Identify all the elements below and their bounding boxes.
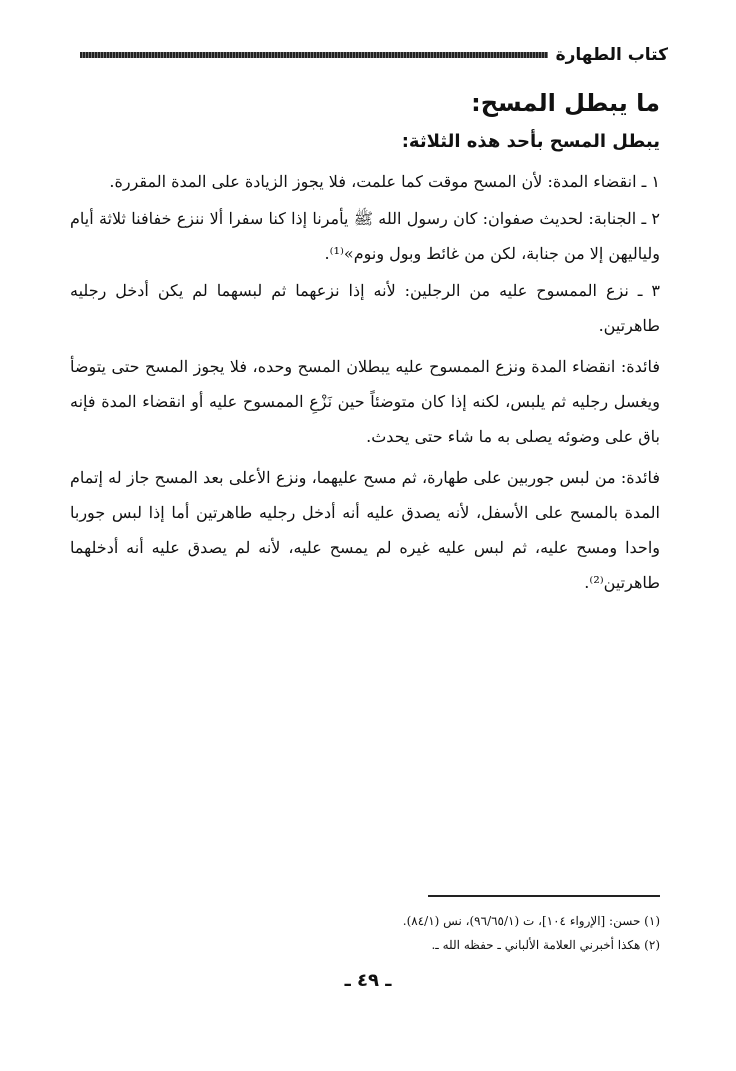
paragraph-benefit-1: فائدة: انقضاء المدة ونزع الممسوح عليه يبطلان المسح وحده، فلا يجوز المسح حتى يتوضأ ويغسل رجليه ثم يلبس، لكنه إذا كان متوضئاً حين نَزْعِ الممسوح عليه أو انقضاء المدة فإنه باق على وضوئه يصلى به ما شاء حتى يحدث. — [70, 357, 661, 446]
page-number: ـ ٤٩ ـ — [344, 970, 392, 991]
footnote-rule — [428, 895, 660, 897]
footnotes — [70, 895, 660, 957]
footnote-2: (٢) هكذا أخبرني العلامة الألباني ـ حفظه الله ـ. — [431, 938, 660, 952]
paragraph-point-3: ٣ ـ نزع الممسوح عليه من الرجلين: لأنه إذا نزعهما ثم لبسهما لم يكن أدخل رجليه طاهرتين. — [70, 281, 660, 335]
section-subtitle: يبطل المسح بأحد هذه الثلاثة: — [401, 131, 660, 152]
header-rule — [80, 52, 548, 58]
paragraph-benefit-2: فائدة: من لبس جوربين على طهارة، ثم مسح عليهما، ونزع الأعلى بعد المسح جاز له إتمام المدة بالمسح على الأسفل، لأنه يصدق عليه أنه أدخل رجليه طاهرتين أما إذا لبس جوربا واحدا ومسح عليه، ثم لبس عليه غيره لم يمسح عليه، لأنه لم يصدق عليه أنه أدخلهما طاهرتين⁽²⁾. — [70, 468, 660, 592]
running-header — [80, 40, 668, 70]
footnote-1: (١) حسن: [الإرواء ١٠٤]، ت (٩٦/٦٥/١)، نس (٨٤/١). — [402, 914, 660, 928]
paragraph-point-1: ١ ـ انقضاء المدة: لأن المسح موقت كما علمت، فلا يجوز الزيادة على المدة المقررة. — [109, 172, 660, 191]
paragraph-point-2: ٢ ـ الجنابة: لحديث صفوان: كان رسول الله ﷺ يأمرنا إذا كنا سفرا ألا ننزع خفافنا ثلاثة أيام ولياليهن إلا من جنابة، لكن من غائط وبول ونوم»⁽¹⁾. — [70, 209, 660, 263]
main-content — [70, 86, 660, 602]
section-title: ما يبطل المسح: — [471, 89, 660, 117]
header-title: كتاب الطهارة — [555, 45, 668, 65]
